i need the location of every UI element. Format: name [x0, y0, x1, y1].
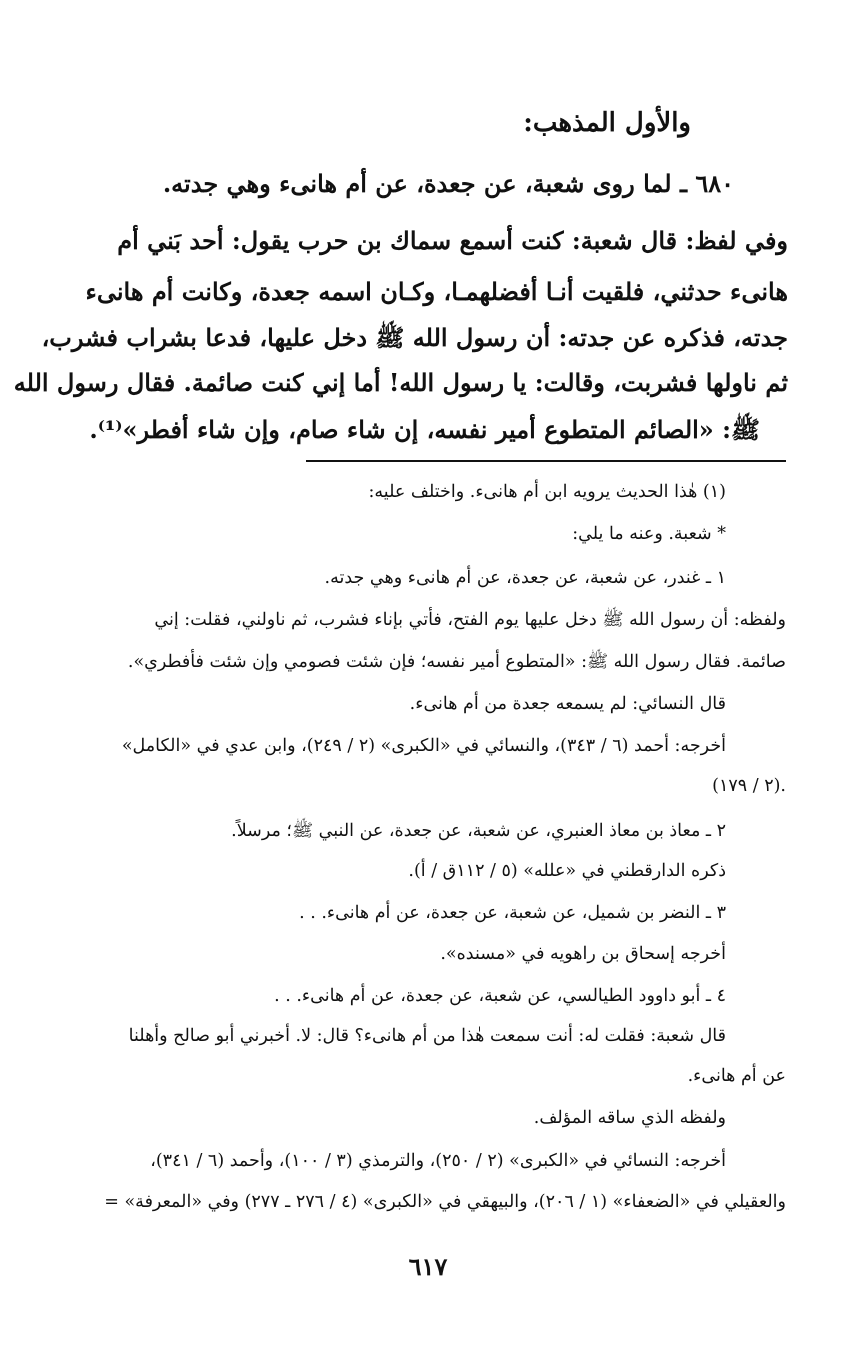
footnote-line: ولفظه: أن رسول الله ﷺ دخل عليها يوم الفتح، فأتي بإناء فشرب، ثم ناولني، فقلت: إني [154, 610, 786, 630]
footnote-line: عن أم هانىء. [687, 1066, 786, 1086]
footnote-line: ٣ ـ النضر بن شميل، عن شعبة، عن جعدة، عن أم هانىء. . . [299, 903, 726, 923]
footnote-line: أخرجه: النسائي في «الكبرى» (٢ / ٢٥٠)، والترمذي (٣ / ١٠٠)، وأحمد (٦ / ٣٤١)، [150, 1151, 726, 1171]
footnote-line: قال شعبة: فقلت له: أنت سمعت هٰذا من أم هانىء؟ قال: لا. أخبرني أبو صالح وأهلنا [128, 1026, 726, 1046]
footnote-line: ٢ ـ معاذ بن معاذ العنبري، عن شعبة، عن جعدة، عن النبي ﷺ؛ مرسلاً. [231, 821, 726, 841]
footnote-line: ١ ـ غندر، عن شعبة، عن جعدة، عن أم هانىء وهي جدته. [324, 568, 726, 588]
hadith-first-line-text: ـ لما روى شعبة، عن جعدة، عن أم هانىء وهي جدته. [162, 169, 687, 198]
section-heading: والأول المذهب: [523, 108, 691, 138]
footnote-line: والعقيلي في «الضعفاء» (١ / ٢٠٦)، والبيهقي في «الكبرى» (٤ / ٢٧٦ ـ ٢٧٧) وفي «المعرفة» = [104, 1192, 786, 1212]
footnote-line: ذكره الدارقطني في «علله» (٥ / ١١٢ق / أ). [408, 861, 726, 881]
footnote-divider [306, 460, 786, 462]
main-text-line: ﷺ: «الصائم المتطوع أمير نفسه، إن شاء صام، وإن شاء أفطر»⁽¹⁾. [89, 415, 760, 444]
footnote-line: * شعبة. وعنه ما يلي: [572, 524, 726, 544]
footnote-line: أخرجه: أحمد (٦ / ٣٤٣)، والنسائي في «الكبرى» (٢ / ٢٤٩)، وابن عدي في «الكامل» [121, 736, 726, 756]
page-number: ٦١٧ [408, 1252, 448, 1281]
footnote-line: ٤ ـ أبو داوود الطيالسي، عن شعبة، عن جعدة، عن أم هانىء. . . [274, 986, 726, 1006]
main-text-line: ثم ناولها فشربت، وقالت: يا رسول الله! أما إني كنت صائمة. فقال رسول الله [13, 368, 788, 397]
footnote-line: ولفظه الذي ساقه المؤلف. [533, 1108, 726, 1128]
footnote-line: (١) هٰذا الحديث يرويه ابن أم هانىء. واختلف عليه: [368, 482, 726, 502]
main-text-line: وفي لفظ: قال شعبة: كنت أسمع سماك بن حرب يقول: أحد بَني أم [117, 226, 788, 255]
main-text-line: هانىء حدثني، فلقيت أنـا أفضلهمـا، وكـان اسمه جعدة، وكانت أم هانىء [85, 277, 788, 306]
footnote-line: قال النسائي: لم يسمعه جعدة من أم هانىء. [409, 694, 726, 714]
hadith-number: ٦٨٠ [695, 169, 734, 198]
footnote-line: (٢ / ١٧٩). [712, 776, 786, 796]
footnote-line: صائمة. فقال رسول الله ﷺ: «المتطوع أمير نفسه؛ فإن شئت فصومي وإن شئت فأفطري». [127, 652, 786, 672]
hadith-first-line [162, 169, 734, 198]
main-text-line: جدته، فذكره عن جدته: أن رسول الله ﷺ دخل عليها، فدعا بشراب فشرب، [41, 323, 788, 352]
footnote-line: أخرجه إسحاق بن راهويه في «مسنده». [440, 944, 726, 964]
